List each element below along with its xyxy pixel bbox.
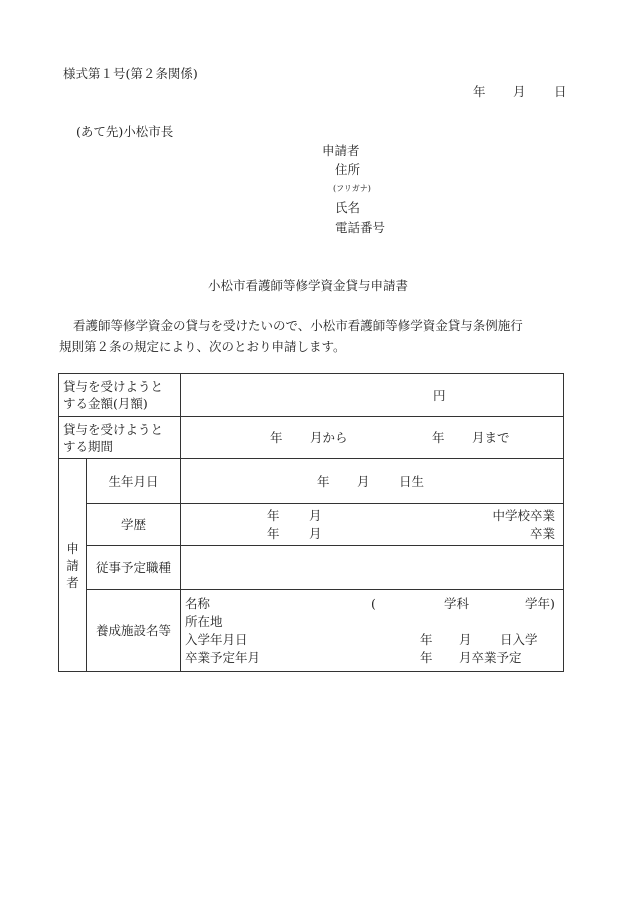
- amount-label-line2: する金額(月額): [63, 396, 148, 411]
- institution-enroll-day: 日入学: [500, 632, 538, 647]
- period-row: [59, 417, 564, 459]
- phone-label: 電話番号: [335, 220, 386, 235]
- occupation-row: [59, 546, 564, 590]
- period-start-year: 年: [270, 430, 283, 445]
- applicant-title: 申請者: [322, 143, 360, 158]
- amount-label-line1: 貸与を受けようと: [63, 379, 164, 394]
- period-end-month: 月まで: [472, 430, 510, 445]
- amount-value-cell[interactable]: [181, 374, 564, 417]
- occupation-label: 従事予定職種: [87, 546, 181, 590]
- address-label: 住所: [335, 162, 361, 177]
- institution-value-cell[interactable]: [181, 590, 564, 672]
- institution-department-label: 学科: [444, 596, 470, 611]
- date-year-label: 年: [473, 84, 486, 99]
- institution-label: 養成施設名等: [87, 590, 181, 672]
- education-row1-suffix: 中学校卒業: [492, 508, 556, 523]
- birth-year: 年: [317, 474, 330, 489]
- education-row2-suffix: 卒業: [530, 526, 556, 541]
- name-label: 氏名: [335, 200, 361, 215]
- application-table: [58, 373, 564, 672]
- institution-paren-open: (: [371, 596, 376, 611]
- institution-enroll-year: 年: [420, 632, 433, 647]
- education-label: 学歴: [87, 504, 181, 546]
- body-text-line1: 看護師等修学資金の貸与を受けたいので、小松市看護師等修学資金貸与条例施行: [73, 318, 523, 333]
- period-value-cell[interactable]: [181, 417, 564, 459]
- period-end-year: 年: [432, 430, 445, 445]
- document-title: 小松市看護師等修学資金貸与申請書: [208, 278, 409, 293]
- institution-graduation-month: 月卒業予定: [459, 650, 522, 665]
- amount-unit: 円: [433, 388, 446, 403]
- institution-graduation-label: 卒業予定年月: [185, 650, 261, 665]
- addressee: (あて先)小松市長: [76, 124, 174, 139]
- education-value-cell[interactable]: [181, 504, 564, 546]
- form-number: 様式第１号(第２条関係): [63, 66, 198, 81]
- date-month-label: 月: [513, 84, 526, 99]
- institution-enroll-label: 入学年月日: [185, 632, 248, 647]
- education-row1-year: 年: [267, 508, 280, 523]
- education-row: [59, 504, 564, 546]
- institution-row: [59, 590, 564, 672]
- applicant-side-char-3: 者: [66, 574, 79, 590]
- period-label-line1: 貸与を受けようと: [63, 421, 164, 437]
- applicant-side-char-2: 請: [66, 557, 79, 573]
- applicant-side-char-1: 申: [66, 540, 79, 556]
- education-row1-month: 月: [309, 508, 322, 523]
- applicant-side-label: [59, 459, 87, 672]
- period-start-month: 月から: [310, 430, 348, 445]
- birth-value-cell[interactable]: [181, 459, 564, 504]
- birth-day: 日生: [399, 474, 425, 489]
- period-label: [59, 417, 181, 459]
- institution-name-label: 名称: [185, 596, 211, 611]
- period-label-line2: する期間: [63, 438, 114, 454]
- body-text-line2: 規則第２条の規定により、次のとおり申請します。: [59, 339, 346, 354]
- institution-grade-label: 学年): [525, 596, 555, 611]
- furigana-label: (フリガナ): [333, 184, 371, 193]
- education-row2-year: 年: [267, 526, 280, 541]
- birth-month: 月: [357, 474, 370, 489]
- occupation-value-cell[interactable]: [181, 546, 564, 590]
- institution-location-label: 所在地: [185, 614, 223, 629]
- amount-row: [59, 374, 564, 417]
- birth-row: [59, 459, 564, 504]
- institution-enroll-month: 月: [459, 632, 472, 647]
- institution-graduation-year: 年: [420, 650, 433, 665]
- date-day-label: 日: [554, 84, 567, 99]
- amount-label: [59, 374, 181, 417]
- birth-label: 生年月日: [87, 459, 181, 504]
- education-row2-month: 月: [309, 526, 322, 541]
